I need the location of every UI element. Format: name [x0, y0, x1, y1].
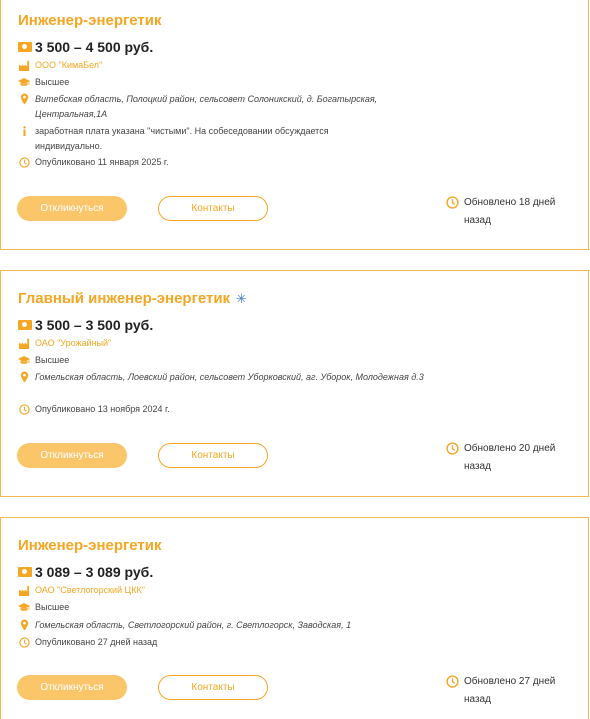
graduation-cap-icon [18, 354, 30, 366]
company-row [18, 58, 398, 73]
updated-info [446, 673, 564, 709]
factory-icon [18, 337, 30, 349]
salary: 3 089 – 3 089 руб. [35, 564, 154, 580]
updated-text: Обновлено 20 дней назад [464, 443, 556, 472]
company-row [18, 336, 398, 351]
published-date: Опубликовано 11 января 2025 г. [35, 157, 169, 167]
clock-icon [18, 403, 30, 415]
vacancy-title[interactable] [18, 537, 162, 554]
money-icon [18, 320, 32, 330]
clock-icon [18, 156, 30, 168]
company-link[interactable]: ООО "КимаБел" [35, 60, 103, 70]
location-pin-icon [18, 371, 30, 383]
company-link[interactable]: ОАО "Урожайный" [35, 338, 112, 348]
updated-text: Обновлено 18 дней назад [464, 197, 556, 226]
info-icon [18, 125, 30, 137]
clock-icon [446, 675, 459, 688]
contacts-button[interactable]: Контакты [158, 196, 268, 221]
address: Витебская область, Полоцкий район, сельсовет Солоникский, д. Богатырская, Центральная,1А [35, 94, 378, 119]
note-row [18, 124, 363, 154]
address-row [18, 370, 428, 385]
company-link[interactable]: ОАО "Светлогорский ЦКК" [35, 585, 145, 595]
location-pin-icon [18, 93, 30, 105]
address: Гомельская область, Лоевский район, сельсовет Уборковский, аг. Уборок, Молодежная д.3 [35, 372, 424, 382]
published-row [18, 635, 398, 650]
address-row [18, 618, 438, 633]
published-row [18, 155, 398, 170]
contacts-button[interactable]: Контакты [158, 675, 268, 700]
address: Гомельская область, Светлогорский район, г. Светлогорск, Заводская, 1 [35, 620, 352, 630]
vacancy-title-text[interactable]: Инженер-энергетик [18, 12, 162, 29]
updated-text: Обновлено 27 дней назад [464, 676, 556, 705]
apply-button[interactable]: Откликнуться [17, 443, 127, 468]
money-icon [18, 42, 32, 52]
address-row [18, 92, 388, 122]
vacancy-title-text[interactable]: Главный инженер-энергетик [18, 290, 231, 307]
clock-icon [446, 442, 459, 455]
education-row [18, 353, 398, 368]
new-star-icon: ✳ [236, 291, 247, 306]
apply-button[interactable]: Откликнуться [17, 196, 127, 221]
published-date: Опубликовано 27 дней назад [35, 637, 158, 647]
vacancy-title[interactable] [18, 12, 162, 29]
factory-icon [18, 584, 30, 596]
money-icon [18, 567, 32, 577]
location-pin-icon [18, 619, 30, 631]
apply-button[interactable]: Откликнуться [17, 675, 127, 700]
contacts-button[interactable]: Контакты [158, 443, 268, 468]
company-row [18, 583, 398, 598]
education: Высшее [35, 355, 70, 365]
updated-info [446, 440, 564, 476]
salary: 3 500 – 4 500 руб. [35, 39, 154, 55]
education-row [18, 600, 398, 615]
graduation-cap-icon [18, 601, 30, 613]
updated-info [446, 194, 564, 230]
education: Высшее [35, 77, 70, 87]
salary-note: заработная плата указана "чистыми". На собеседовании обсуждается индивидуально. [35, 126, 329, 151]
published-date: Опубликовано 13 ноября 2024 г. [35, 404, 170, 414]
salary-row [18, 564, 153, 580]
factory-icon [18, 59, 30, 71]
salary: 3 500 – 3 500 руб. [35, 317, 154, 333]
graduation-cap-icon [18, 76, 30, 88]
published-row [18, 402, 398, 417]
salary-row [18, 39, 153, 55]
education: Высшее [35, 602, 70, 612]
vacancy-title-text[interactable]: Инженер-энергетик [18, 537, 162, 554]
clock-icon [18, 636, 30, 648]
education-row [18, 75, 398, 90]
salary-row [18, 317, 153, 333]
vacancy-title[interactable] [18, 290, 247, 307]
clock-icon [446, 196, 459, 209]
